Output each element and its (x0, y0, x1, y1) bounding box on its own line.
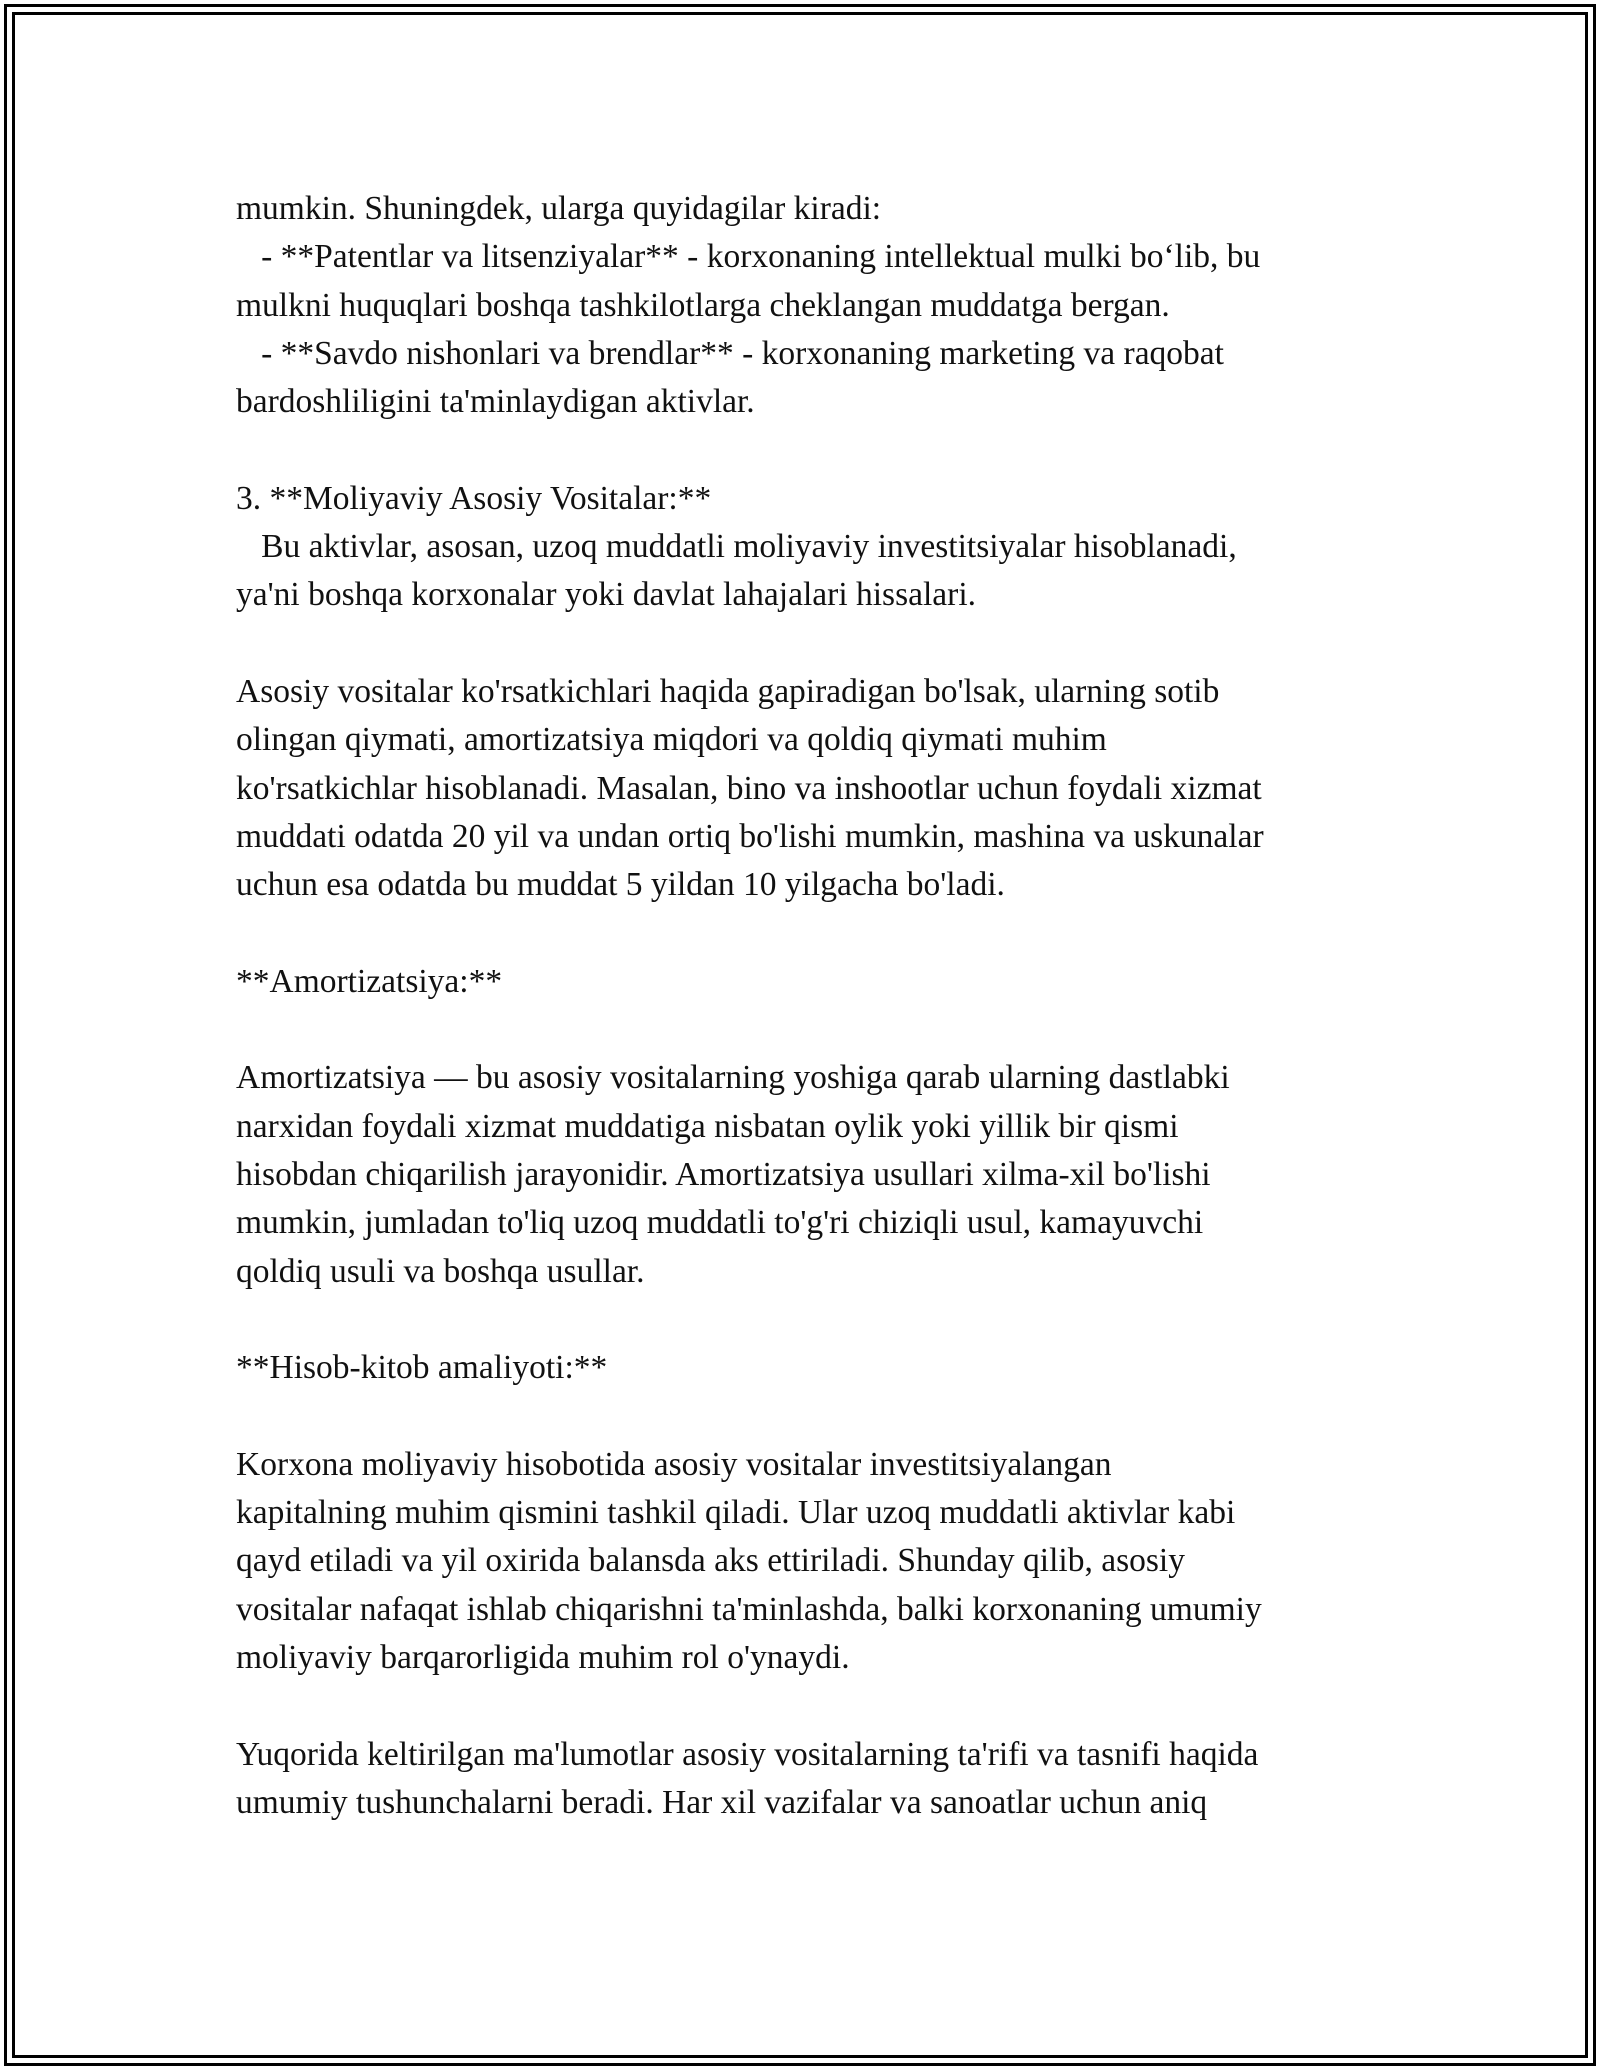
text-line: mumkin, jumladan to'liq uzoq muddatli to'g'ri chiziqli usul, kamayuvchi (236, 1204, 1204, 1242)
blank-line (236, 620, 1396, 668)
blank-line (236, 1006, 1396, 1054)
text-line: narxidan foydali xizmat muddatiga nisbatan oylik yoki yillik bir qismi (236, 1107, 1179, 1145)
text-line: hisobdan chiqarilish jarayonidir. Amortizatsiya usullari xilma-xil bo'lishi (236, 1155, 1211, 1193)
text-line: moliyaviy barqarorligida muhim rol o'ynaydi. (236, 1638, 850, 1676)
blank-line (236, 909, 1396, 957)
text-line: umumiy tushunchalarni beradi. Har xil vazifalar va sanoatlar uchun aniq (236, 1783, 1208, 1821)
text-line: mumkin. Shuningdek, ularga quyidagilar kiradi: (236, 190, 882, 227)
blank-line (236, 1392, 1396, 1440)
text-line: Asosiy vositalar ko'rsatkichlari haqida gapiradigan bo'lsak, ularning sotib (236, 672, 1220, 710)
text-line: Korxona moliyaviy hisobotida asosiy vositalar investitsiyalangan (236, 1445, 1112, 1483)
text-line: qoldiq usuli va boshqa usullar. (236, 1252, 645, 1290)
document-body (236, 185, 1396, 1827)
text-line: qayd etiladi va yil oxirida balansda aks ettiriladi. Shunday qilib, asosiy (236, 1542, 1185, 1580)
text-line: Yuqorida keltirilgan ma'lumotlar asosiy vositalarning ta'rifi va tasnifi haqida (236, 1735, 1259, 1773)
blank-line (236, 1296, 1396, 1344)
text-line: vositalar nafaqat ishlab chiqarishni ta'minlashda, balki korxonaning umumiy (236, 1590, 1262, 1628)
text-line: ko'rsatkichlar hisoblanadi. Masalan, bino va inshootlar uchun foydali xizmat (236, 769, 1262, 807)
text-line: - **Patentlar va litsenziyalar** - korxonaning intellektual mulki bo‘lib, bu (236, 238, 1261, 276)
blank-line (236, 1682, 1396, 1730)
text-line: mulkni huquqlari boshqa tashkilotlarga cheklangan muddatga bergan. (236, 286, 1170, 324)
text-line: kapitalning muhim qismini tashkil qiladi. Ular uzoq muddatli aktivlar kabi (236, 1494, 1236, 1532)
text-line: **Amortizatsiya:** (236, 962, 503, 1000)
text-line: muddati odatda 20 yil va undan ortiq bo'lishi mumkin, mashina va uskunalar (236, 817, 1264, 855)
blank-line (236, 426, 1396, 474)
text-line: ya'ni boshqa korxonalar yoki davlat lahajalari hissalari. (236, 576, 977, 614)
text-line: **Hisob-kitob amaliyoti:** (236, 1349, 608, 1387)
text-line: bardoshliligini ta'minlaydigan aktivlar. (236, 383, 755, 421)
text-line: - **Savdo nishonlari va brendlar** - korxonaning marketing va raqobat (236, 334, 1224, 372)
text-line: Bu aktivlar, asosan, uzoq muddatli moliyaviy investitsiyalar hisoblanadi, (236, 528, 1237, 566)
text-line: Amortizatsiya — bu asosiy vositalarning yoshiga qarab ularning dastlabki (236, 1059, 1230, 1097)
text-line: olingan qiymati, amortizatsiya miqdori va qoldiq qiymati muhim (236, 721, 1107, 759)
text-line: 3. **Moliyaviy Asosiy Vositalar:** (236, 479, 712, 517)
text-line: uchun esa odatda bu muddat 5 yildan 10 yilgacha bo'ladi. (236, 866, 1005, 904)
